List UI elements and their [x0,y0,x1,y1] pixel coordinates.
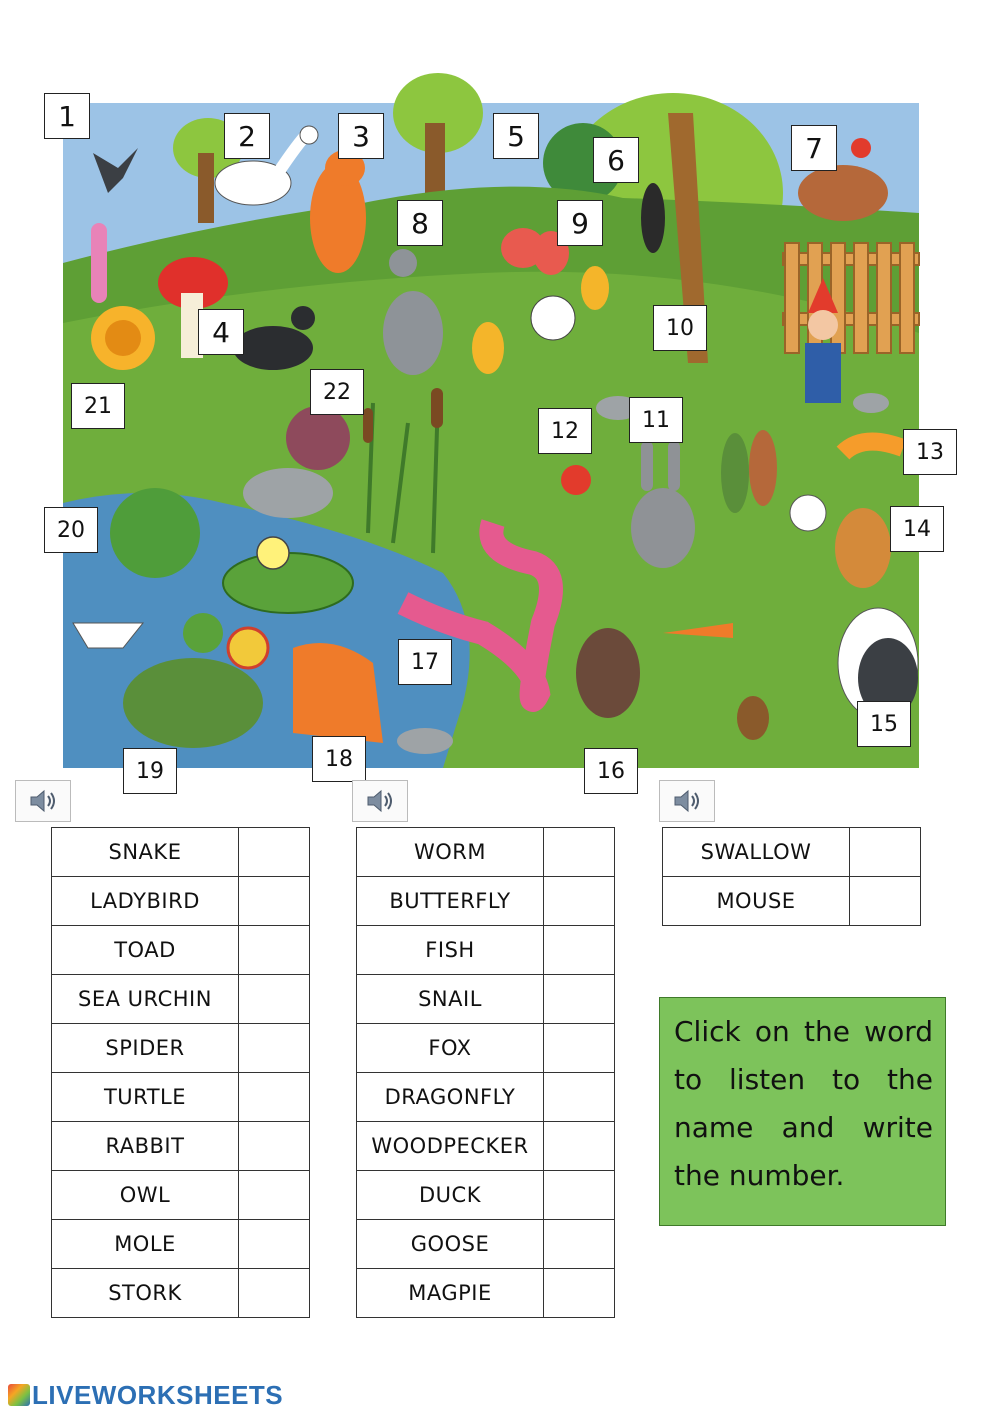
table-row [357,1122,615,1171]
answer-cell [544,1073,615,1122]
word-cell[interactable]: BUTTERFLY [357,877,544,926]
word-cell[interactable]: FISH [357,926,544,975]
speaker-icon [365,789,395,813]
scene-number-label: 15 [857,701,911,747]
word-cell[interactable]: WOODPECKER [357,1122,544,1171]
table-row [52,1171,310,1220]
answer-input[interactable] [240,1223,308,1265]
column-2-audio-button[interactable] [352,780,408,822]
answer-cell [850,877,921,926]
answer-input[interactable] [240,1027,308,1069]
scene-number-label: 1 [44,93,90,139]
scene-number-label: 19 [123,748,177,794]
word-cell[interactable]: MOUSE [663,877,850,926]
table-row [357,975,615,1024]
table-row [357,1220,615,1269]
answer-cell [239,877,310,926]
speaker-icon [28,789,58,813]
scene-number-label: 17 [398,639,452,685]
answer-input[interactable] [545,831,613,873]
answer-cell [544,1220,615,1269]
answer-cell [239,1269,310,1318]
scene-number-label: 22 [310,369,364,415]
word-cell[interactable]: SEA URCHIN [52,975,239,1024]
table-row [52,1269,310,1318]
scene-number-label: 10 [653,305,707,351]
scene-number-label: 21 [71,383,125,429]
word-cell[interactable]: GOOSE [357,1220,544,1269]
answer-input[interactable] [545,1027,613,1069]
table-row [52,1122,310,1171]
column-1-audio-button[interactable] [15,780,71,822]
answer-input[interactable] [545,929,613,971]
scene-number-label: 13 [903,429,957,475]
word-cell[interactable]: TOAD [52,926,239,975]
table-row [52,828,310,877]
answer-cell [544,828,615,877]
scene-number-label: 4 [198,309,244,355]
table-row [357,1269,615,1318]
table-row [52,975,310,1024]
column-3-audio-button[interactable] [659,780,715,822]
word-cell[interactable]: WORM [357,828,544,877]
word-cell[interactable]: MAGPIE [357,1269,544,1318]
scene-number-label: 8 [397,200,443,246]
answer-cell [544,1122,615,1171]
scene-number-label: 5 [493,113,539,159]
answer-cell [544,926,615,975]
scene-number-label: 2 [224,113,270,159]
table-row [357,1024,615,1073]
table-row [52,1073,310,1122]
answer-input[interactable] [240,1272,308,1314]
answer-input[interactable] [240,1174,308,1216]
answer-input[interactable] [545,1223,613,1265]
answer-input[interactable] [240,929,308,971]
answer-input[interactable] [240,831,308,873]
answer-input[interactable] [545,1174,613,1216]
table-row [52,877,310,926]
scene-number-label: 14 [890,506,944,552]
scene-number-label: 11 [629,397,683,443]
answer-input[interactable] [851,880,919,922]
scene-number-label: 3 [338,113,384,159]
answer-cell [544,975,615,1024]
word-cell[interactable]: SPIDER [52,1024,239,1073]
table-row [357,1171,615,1220]
word-cell[interactable]: FOX [357,1024,544,1073]
scene-number-label: 12 [538,408,592,454]
answer-input[interactable] [545,1272,613,1314]
answer-cell [544,1171,615,1220]
word-cell[interactable]: SWALLOW [663,828,850,877]
answer-input[interactable] [545,1076,613,1118]
word-cell[interactable]: LADYBIRD [52,877,239,926]
answer-cell [239,1171,310,1220]
table-row [357,1073,615,1122]
answer-cell [239,975,310,1024]
word-cell[interactable]: TURTLE [52,1073,239,1122]
scene-number-label: 9 [557,200,603,246]
speaker-icon [672,789,702,813]
garden-scene-illustration [57,99,919,768]
answer-cell [239,926,310,975]
word-cell[interactable]: DRAGONFLY [357,1073,544,1122]
table-row [52,1024,310,1073]
table-row [52,926,310,975]
table-row [357,828,615,877]
answer-cell [239,1122,310,1171]
word-cell[interactable]: RABBIT [52,1122,239,1171]
word-table-column-2 [356,827,615,1318]
garden-scene-drawing [63,103,919,768]
table-row [357,877,615,926]
scene-number-label: 18 [312,736,366,782]
word-cell[interactable]: STORK [52,1269,239,1318]
answer-input[interactable] [545,880,613,922]
answer-input[interactable] [545,1125,613,1167]
answer-cell [544,1269,615,1318]
scene-number-label: 16 [584,748,638,794]
answer-cell [239,1024,310,1073]
answer-input[interactable] [240,1076,308,1118]
answer-input[interactable] [545,978,613,1020]
word-table-column-3 [662,827,921,926]
table-row [52,1220,310,1269]
footer-brand[interactable] [8,1380,283,1410]
answer-cell [544,877,615,926]
liveworksheets-logo-icon [8,1384,30,1406]
word-cell[interactable]: DUCK [357,1171,544,1220]
answer-cell [239,828,310,877]
answer-input[interactable] [240,880,308,922]
answer-input[interactable] [851,831,919,873]
answer-cell [544,1024,615,1073]
brand-name: LIVEWORKSHEETS [32,1379,284,1410]
table-row [357,926,615,975]
scene-number-label: 7 [791,125,837,171]
table-row [663,828,921,877]
word-cell[interactable]: OWL [52,1171,239,1220]
answer-input[interactable] [240,978,308,1020]
answer-input[interactable] [240,1125,308,1167]
instructions-box: Click on the word to listen to the name and write the number. [659,997,946,1226]
word-table-column-1 [51,827,310,1318]
answer-cell [850,828,921,877]
answer-cell [239,1073,310,1122]
scene-number-label: 6 [593,137,639,183]
word-cell[interactable]: MOLE [52,1220,239,1269]
scene-number-label: 20 [44,507,98,553]
table-row [663,877,921,926]
word-cell[interactable]: SNAKE [52,828,239,877]
answer-cell [239,1220,310,1269]
word-cell[interactable]: SNAIL [357,975,544,1024]
